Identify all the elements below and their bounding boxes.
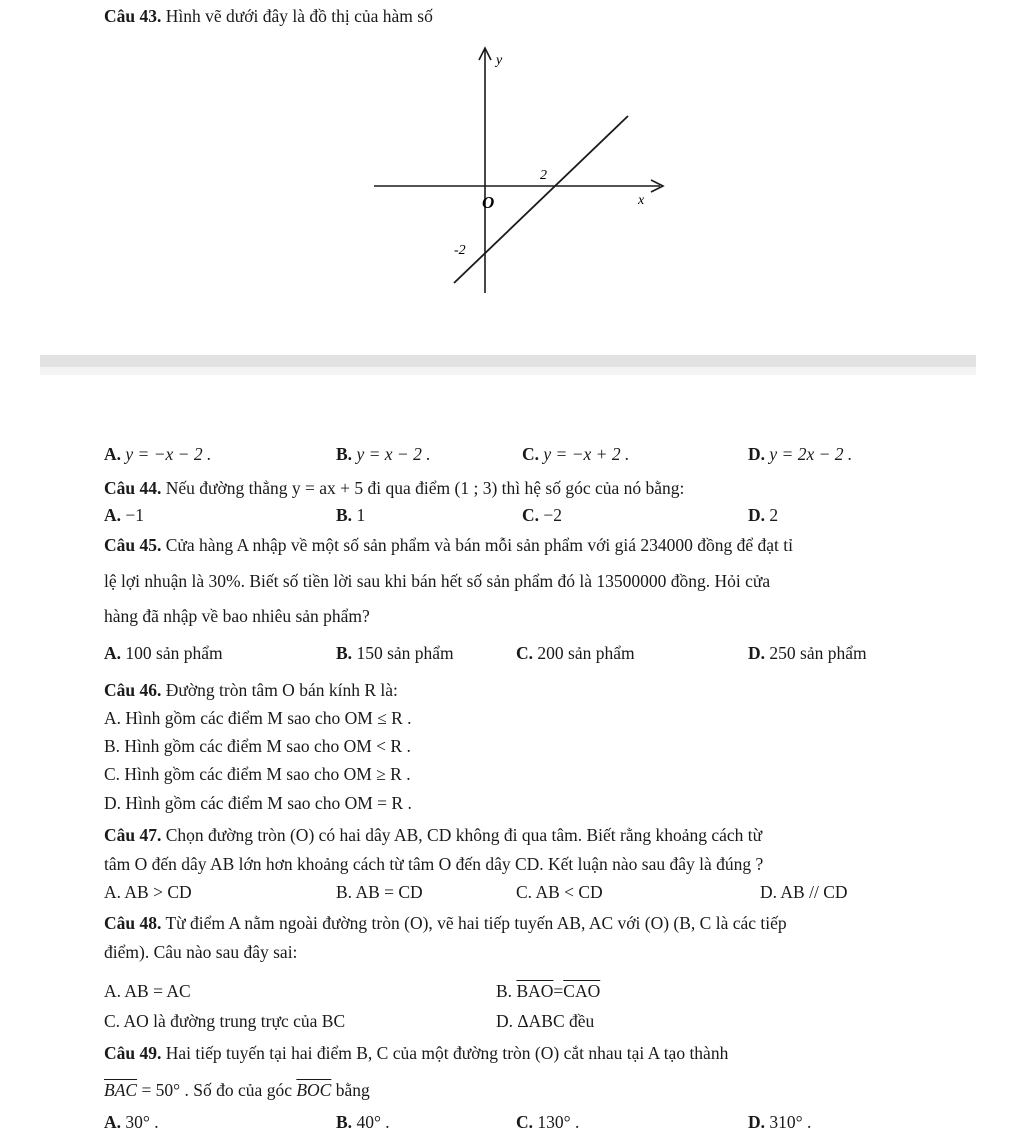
page-separator-shade: [40, 367, 976, 375]
q45-option-c: C. 200 sản phẩm: [516, 643, 635, 663]
function-line: [454, 116, 628, 283]
q43-option-c: C. y = −x + 2 .: [522, 444, 630, 464]
q44-option-b: B. 1: [336, 505, 366, 525]
angle-boc: $\overline{BOC}$: [296, 1080, 332, 1100]
q48-line2: điểm). Câu nào sau đây sai:: [104, 942, 298, 962]
q43-option-b: B. y = x − 2 .: [336, 444, 431, 464]
q45-line3: hàng đã nhập về bao nhiêu sản phẩm?: [104, 606, 370, 626]
q48-option-a: A. AB = AC: [104, 981, 191, 1001]
q43-option-d: D. y = 2x − 2 .: [748, 444, 853, 464]
q45-option-d: D. 250 sản phẩm: [748, 643, 867, 663]
x-axis-label: x: [638, 193, 645, 208]
q47-line1: Câu 47. Chọn đường tròn (O) có hai dây AB, CD không đi qua tâm. Biết rằng khoảng cách từ: [104, 825, 763, 845]
page-separator: [40, 355, 976, 367]
q43-option-a: A. y = −x − 2 .: [104, 444, 212, 464]
q44-option-c: C. −2: [522, 505, 563, 525]
angle-bac: $\overline{BAC}$: [104, 1080, 138, 1100]
q48-option-d: D. ΔABC đều: [496, 1011, 595, 1031]
q48-line1: Câu 48. Từ điểm A nằm ngoài đường tròn (O), vẽ hai tiếp tuyến AB, AC với (O) (B, C là các tiếp: [104, 913, 787, 933]
q48-option-b: B. $\overline{BAO}=\overline{CAO}$: [496, 981, 601, 1001]
q46-option-a: A. Hình gồm các điểm M sao cho OM ≤ R .: [104, 708, 412, 728]
q49-line2: $\overline{BAC} = 50^\circ$ . Số đo của góc $\overline{BOC}$ bằng: [104, 1080, 370, 1100]
q48-option-c: C. AO là đường trung trực của BC: [104, 1011, 346, 1031]
q45-line1: Câu 45. Cửa hàng A nhập về một số sản phẩm và bán mỗi sản phẩm với giá 234000 đồng để đạt tỉ: [104, 535, 794, 555]
q45-option-a: A. 100 sản phẩm: [104, 643, 223, 663]
q49-line1: Câu 49. Hai tiếp tuyến tại hai điểm B, C của một đường tròn (O) cắt nhau tại A tạo thành: [104, 1043, 729, 1063]
q46-option-c: C. Hình gồm các điểm M sao cho OM ≥ R .: [104, 764, 411, 784]
q49-option-c: C. 130° .: [516, 1112, 580, 1132]
q46-title: Câu 46. Đường tròn tâm O bán kính R là:: [104, 680, 398, 700]
q47-line2: tâm O đến dây AB lớn hơn khoảng cách từ tâm O đến dây CD. Kết luận nào sau đây là đúng ?: [104, 854, 764, 874]
q46-option-b: B. Hình gồm các điểm M sao cho OM < R .: [104, 736, 411, 756]
q43-graph: [360, 38, 680, 300]
q46-option-d: D. Hình gồm các điểm M sao cho OM = R .: [104, 793, 412, 813]
x-intercept-label: 2: [540, 168, 547, 183]
angle-bao: $\overline{BAO}$: [516, 981, 554, 1001]
q44-option-d: D. 2: [748, 505, 779, 525]
q45-option-b: B. 150 sản phẩm: [336, 643, 454, 663]
q43-text: Hình vẽ dưới đây là đồ thị của hàm số: [165, 6, 433, 26]
q43-title: [104, 6, 433, 27]
y-axis-label: y: [496, 53, 503, 68]
q44-option-a: A. −1: [104, 505, 145, 525]
y-intercept-label: -2: [454, 243, 466, 258]
q47-option-c: C. AB < CD: [516, 882, 603, 902]
q47-option-a: A. AB > CD: [104, 882, 192, 902]
q43-number: Câu 43.: [104, 6, 162, 26]
q49-option-d: D. 310° .: [748, 1112, 812, 1132]
q44-title: Câu 44. Nếu đường thẳng y = ax + 5 đi qua điểm (1 ; 3) thì hệ số góc của nó bằng:: [104, 478, 685, 498]
q49-option-a: A. 30° .: [104, 1112, 159, 1132]
q49-option-b: B. 40° .: [336, 1112, 390, 1132]
origin-label: O: [482, 193, 495, 212]
angle-cao: $\overline{CAO}$: [563, 981, 601, 1001]
q45-line2: lệ lợi nhuận là 30%. Biết số tiền lời sau khi bán hết số sản phẩm đó là 13500000 đồng. Hỏi cửa: [104, 571, 771, 591]
q47-option-b: B. AB = CD: [336, 882, 423, 902]
q47-option-d: D. AB // CD: [760, 882, 848, 902]
